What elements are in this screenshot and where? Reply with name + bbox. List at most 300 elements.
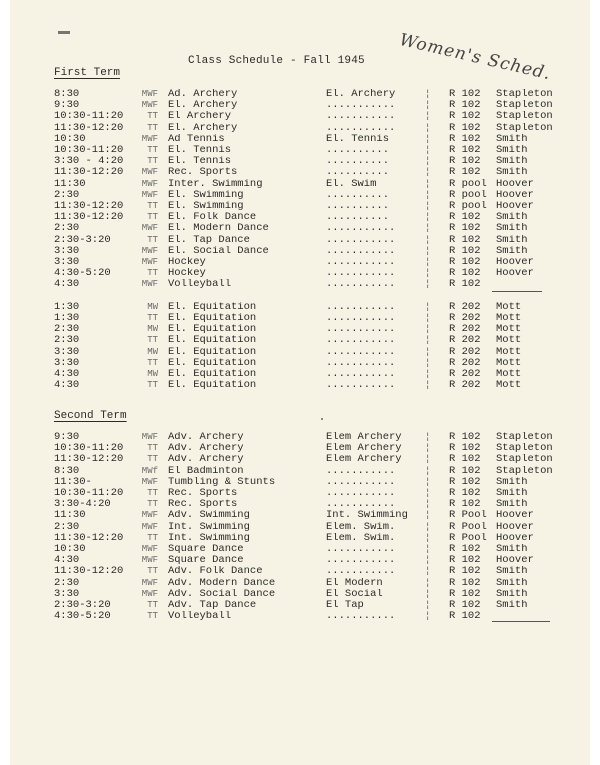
schedule-row (10, 246, 590, 257)
signature-tick-mark: ¦ (425, 555, 431, 566)
instructor-cell: Stapleton (496, 454, 553, 466)
room-cell: R 102 (449, 212, 481, 224)
prerequisite-cell: ........... (326, 335, 396, 347)
room-cell: R 102 (449, 465, 481, 477)
class-cell: Ad Tennis (168, 133, 225, 145)
prerequisite-cell: ........... (326, 223, 396, 235)
instructor-cell: Hoover (496, 257, 534, 268)
class-cell: Adv. Social Dance (168, 588, 276, 600)
schedule-row (10, 488, 590, 499)
time-cell: 10:30 (54, 544, 86, 555)
days-cell: MWF (141, 178, 158, 189)
term-heading-first: First Term (54, 67, 121, 79)
stray-dot (321, 418, 323, 420)
time-cell: 8:30 (54, 465, 80, 477)
class-cell: Rec. Sports (168, 488, 238, 499)
time-cell: 11:30-12:20 (54, 454, 124, 466)
schedule-row (10, 134, 590, 145)
signature-tick-mark: ¦ (425, 212, 431, 223)
instructor-cell: Mott (496, 380, 522, 392)
instructor-cell: Smith (496, 133, 528, 145)
instructor-cell: Hoover (496, 201, 534, 212)
instructor-cell: Smith (496, 212, 528, 224)
instructor-cell: Hoover (496, 532, 534, 544)
signature-tick-mark: ¦ (425, 544, 431, 554)
signature-tick-mark: ¦ (425, 111, 431, 122)
instructor-cell: Smith (496, 167, 528, 179)
signature-tick-mark: ¦ (425, 566, 431, 577)
signature-tick-mark: ¦ (425, 532, 431, 543)
instructor-cell: Hoover (496, 521, 534, 533)
signature-tick-mark: ¦ (425, 510, 431, 521)
prerequisite-cell: Elem. Swim. (326, 521, 396, 533)
class-cell: El. Archery (168, 100, 238, 112)
signature-tick-mark: ¦ (425, 380, 431, 391)
class-cell: Ad. Archery (168, 89, 238, 100)
time-cell: 10:30-11:20 (54, 488, 124, 499)
schedule-row (10, 578, 590, 589)
class-cell: El. Social Dance (168, 245, 269, 257)
prerequisite-cell: ........... (326, 279, 396, 291)
instructor-cell: Smith (496, 145, 528, 156)
blank-instructor-line-second (492, 621, 550, 622)
room-cell: R 102 (449, 156, 481, 168)
time-cell: 4:30 (54, 380, 80, 392)
class-cell: Square Dance (168, 544, 244, 555)
room-cell: R 102 (449, 279, 481, 291)
signature-tick-mark: ¦ (425, 189, 431, 200)
prerequisite-cell: El. Swim (326, 178, 377, 190)
signature-tick-mark: ¦ (425, 335, 431, 346)
time-cell: 11:30-12:20 (54, 532, 124, 544)
class-cell: El. Equitation (168, 324, 257, 336)
signature-tick-mark: ¦ (425, 313, 431, 323)
instructor-cell: Stapleton (496, 100, 553, 112)
room-cell: R 102 (449, 223, 481, 235)
days-cell: MWF (141, 555, 158, 566)
signature-tick-mark: ¦ (425, 454, 431, 465)
schedule-row (10, 499, 590, 510)
schedule-row (10, 566, 590, 577)
prerequisite-cell: ........... (326, 268, 396, 280)
room-cell: R 102 (449, 257, 481, 268)
signature-tick-mark: ¦ (425, 279, 431, 290)
days-cell: MWf (141, 465, 158, 476)
days-cell: MWF (141, 167, 158, 178)
instructor-cell: Mott (496, 324, 522, 336)
instructor-cell: Smith (496, 600, 528, 611)
schedule-row (10, 522, 590, 533)
prerequisite-cell: Elem. Swim. (326, 532, 396, 544)
document-page (10, 0, 590, 765)
class-cell: El. Equitation (168, 380, 257, 392)
room-cell: R 102 (449, 167, 481, 179)
time-cell: 2:30 (54, 335, 80, 347)
room-cell: R 102 (449, 234, 481, 246)
instructor-cell: Mott (496, 369, 522, 380)
schedule-row (10, 544, 590, 555)
days-cell: TT (147, 335, 158, 346)
instructor-cell: Mott (496, 357, 522, 369)
days-cell: TT (147, 488, 158, 498)
room-cell: R 102 (449, 268, 481, 280)
class-cell: El. Equitation (168, 335, 257, 347)
time-cell: 4:30 (54, 369, 80, 380)
time-cell: 11:30 (54, 510, 86, 522)
prerequisite-cell: ........... (326, 566, 396, 578)
class-cell: Hockey (168, 268, 206, 280)
class-cell: Hockey (168, 257, 206, 268)
class-cell: El. Tap Dance (168, 234, 250, 246)
schedule-row (10, 291, 590, 302)
schedule-row (10, 201, 590, 212)
room-cell: R 102 (449, 566, 481, 578)
signature-tick-mark: ¦ (425, 167, 431, 178)
schedule-row (10, 555, 590, 566)
prerequisite-cell: ........... (326, 555, 396, 567)
prerequisite-cell: ........... (326, 465, 396, 477)
time-cell: 11:30- (54, 476, 92, 488)
schedule-row (10, 89, 590, 100)
signature-tick-mark: ¦ (425, 122, 431, 133)
time-cell: 11:30-12:20 (54, 167, 124, 179)
signature-tick-mark: ¦ (425, 588, 431, 599)
instructor-cell: Mott (496, 313, 522, 324)
class-cell: Int. Swimming (168, 532, 250, 544)
schedule-row (10, 600, 590, 611)
schedule-row (10, 279, 590, 290)
class-cell: Int. Swimming (168, 521, 250, 533)
room-cell: R 202 (449, 335, 481, 347)
prerequisite-cell: ........... (326, 369, 396, 380)
prerequisite-cell: El Social (326, 588, 383, 600)
instructor-cell: Stapleton (496, 111, 553, 123)
time-cell: 8:30 (54, 89, 80, 100)
time-cell: 10:30-11:20 (54, 111, 124, 123)
days-cell: TT (147, 600, 158, 610)
days-cell: TT (147, 122, 158, 133)
schedule-row (10, 111, 590, 122)
room-cell: R 102 (449, 111, 481, 123)
prerequisite-cell: ........... (326, 346, 396, 358)
time-cell: 9:30 (54, 432, 80, 443)
room-cell: R 102 (449, 89, 481, 100)
schedule-row (10, 324, 590, 335)
room-cell: R pool (449, 178, 487, 190)
days-cell: TT (147, 566, 158, 577)
signature-tick-mark: ¦ (425, 245, 431, 256)
instructor-cell: Smith (496, 577, 528, 589)
days-cell: MW (147, 301, 158, 312)
days-cell: MWF (141, 257, 158, 267)
prerequisite-cell: ........... (326, 257, 396, 268)
signature-tick-mark: ¦ (425, 499, 431, 510)
schedule-row (10, 268, 590, 279)
signature-tick-mark: ¦ (425, 577, 431, 588)
class-cell: El. Modern Dance (168, 223, 269, 235)
time-cell: 2:30-3:20 (54, 600, 111, 611)
room-cell: R 202 (449, 313, 481, 324)
time-cell: 11:30-12:20 (54, 212, 124, 224)
prerequisite-cell: El. Archery (326, 89, 396, 100)
schedule-row (10, 167, 590, 178)
signature-tick-mark: ¦ (425, 324, 431, 335)
days-cell: TT (147, 212, 158, 223)
schedule-row (10, 145, 590, 156)
handwritten-note: Women's Sched. (397, 30, 553, 85)
prerequisite-cell: Elem Archery (326, 432, 402, 443)
prerequisite-cell: ........... (326, 100, 396, 112)
time-cell: 3:30 (54, 257, 80, 268)
prerequisite-cell: El Modern (326, 577, 383, 589)
instructor-cell: Smith (496, 156, 528, 168)
prerequisite-cell: El Tap (326, 600, 364, 611)
schedule-row (10, 347, 590, 358)
instructor-cell: Hoover (496, 510, 534, 522)
time-cell: 1:30 (54, 313, 80, 324)
schedule-row (10, 369, 590, 380)
days-cell: MWF (141, 89, 158, 99)
term-heading-second: Second Term (54, 410, 127, 422)
prerequisite-cell: El. Tennis (326, 133, 390, 145)
signature-tick-mark: ¦ (425, 301, 431, 312)
room-cell: R 202 (449, 380, 481, 392)
prerequisite-cell: .......... (326, 156, 390, 168)
instructor-cell: Smith (496, 544, 528, 555)
schedule-row (10, 223, 590, 234)
instructor-cell: Smith (496, 234, 528, 246)
prerequisite-cell: ........... (326, 324, 396, 336)
signature-tick-mark: ¦ (425, 346, 431, 357)
typewriter-mark (58, 31, 70, 34)
days-cell: TT (147, 313, 158, 323)
schedule-row (10, 477, 590, 488)
prerequisite-cell: ........... (326, 122, 396, 134)
time-cell: 2:30 (54, 189, 80, 201)
time-cell: 11:30-12:20 (54, 122, 124, 134)
signature-tick-mark: ¦ (425, 145, 431, 155)
class-cell: Adv. Archery (168, 454, 244, 466)
room-cell: R 102 (449, 577, 481, 589)
class-cell: El. Archery (168, 122, 238, 134)
instructor-cell: Smith (496, 566, 528, 578)
signature-tick-mark: ¦ (425, 156, 431, 167)
room-cell: R 102 (449, 476, 481, 488)
time-cell: 9:30 (54, 100, 80, 112)
room-cell: R 102 (449, 122, 481, 134)
time-cell: 4:30-5:20 (54, 268, 111, 280)
room-cell: R pool (449, 189, 487, 201)
class-cell: El. Equitation (168, 369, 257, 380)
instructor-cell: Smith (496, 245, 528, 257)
days-cell: MW (147, 369, 158, 379)
days-cell: MW (147, 346, 158, 357)
schedule-row (10, 302, 590, 313)
class-cell: El. Folk Dance (168, 212, 257, 224)
days-cell: MWF (141, 510, 158, 521)
prerequisite-cell: ........... (326, 313, 396, 324)
class-cell: Inter. Swimming (168, 178, 263, 190)
room-cell: R pool (449, 201, 487, 212)
prerequisite-cell: .......... (326, 145, 390, 156)
schedule-row (10, 179, 590, 190)
room-cell: R 102 (449, 611, 481, 623)
instructor-cell: Smith (496, 223, 528, 235)
days-cell: TT (147, 380, 158, 391)
instructor-cell: Smith (496, 488, 528, 499)
days-cell: TT (147, 532, 158, 543)
class-cell: El. Tennis (168, 156, 232, 168)
signature-tick-mark: ¦ (425, 600, 431, 610)
prerequisite-cell: ........... (326, 111, 396, 123)
days-cell: TT (147, 111, 158, 122)
blank-instructor-line-first (492, 291, 542, 292)
schedule-row (10, 235, 590, 246)
days-cell: MWF (141, 279, 158, 290)
prerequisite-cell: ........... (326, 611, 396, 623)
class-cell: Adv. Archery (168, 432, 244, 443)
class-cell: Volleyball (168, 611, 232, 623)
room-cell: R Pool (449, 532, 487, 544)
instructor-cell: Mott (496, 346, 522, 358)
instructor-cell: Hoover (496, 189, 534, 201)
signature-tick-mark: ¦ (425, 201, 431, 211)
schedule-row (10, 212, 590, 223)
schedule-row (10, 533, 590, 544)
days-cell: TT (147, 454, 158, 465)
time-cell: 3:30 (54, 357, 80, 369)
class-cell: Adv. Archery (168, 443, 244, 455)
signature-tick-mark: ¦ (425, 133, 431, 144)
days-cell: TT (147, 145, 158, 155)
class-cell: Rec. Sports (168, 499, 238, 511)
prerequisite-cell: ........... (326, 234, 396, 246)
schedule-row (10, 335, 590, 346)
prerequisite-cell: .......... (326, 189, 390, 201)
room-cell: R 102 (449, 588, 481, 600)
schedule-row (10, 313, 590, 324)
prerequisite-cell: Int. Swimming (326, 510, 408, 522)
time-cell: 11:30-12:20 (54, 566, 124, 578)
days-cell: MWF (141, 432, 158, 442)
room-cell: R 202 (449, 301, 481, 313)
class-cell: El. Swimming (168, 189, 244, 201)
class-cell: Square Dance (168, 555, 244, 567)
room-cell: R 202 (449, 346, 481, 358)
prerequisite-cell: .......... (326, 201, 390, 212)
signature-tick-mark: ¦ (425, 234, 431, 245)
time-cell: 3:30 (54, 588, 80, 600)
days-cell: TT (147, 357, 158, 368)
days-cell: MWF (141, 588, 158, 599)
time-cell: 3:30 - 4:20 (54, 156, 124, 168)
room-cell: R 102 (449, 432, 481, 443)
class-cell: El Archery (168, 111, 232, 123)
schedule-row (10, 257, 590, 268)
time-cell: 1:30 (54, 301, 80, 313)
instructor-cell: Hoover (496, 555, 534, 567)
prerequisite-cell: ........... (326, 499, 396, 511)
room-cell: R Pool (449, 521, 487, 533)
room-cell: R Pool (449, 510, 487, 522)
room-cell: R 202 (449, 324, 481, 336)
time-cell: 2:30 (54, 577, 80, 589)
time-cell: 10:30-11:20 (54, 443, 124, 455)
instructor-cell: Stapleton (496, 89, 553, 100)
class-cell: Rec. Sports (168, 167, 238, 179)
instructor-cell: Hoover (496, 268, 534, 280)
signature-tick-mark: ¦ (425, 257, 431, 267)
days-cell: MWF (141, 521, 158, 532)
days-cell: TT (147, 611, 158, 622)
signature-tick-mark: ¦ (425, 443, 431, 454)
room-cell: R 102 (449, 488, 481, 499)
schedule-row (10, 443, 590, 454)
days-cell: MWF (141, 223, 158, 234)
time-cell: 4:30 (54, 279, 80, 291)
prerequisite-cell: ........... (326, 488, 396, 499)
schedule-row (10, 510, 590, 521)
room-cell: R 102 (449, 454, 481, 466)
room-cell: R 102 (449, 544, 481, 555)
schedule-row (10, 380, 590, 391)
instructor-cell: Mott (496, 301, 522, 313)
days-cell: MWF (141, 577, 158, 588)
days-cell: MWF (141, 189, 158, 200)
schedule-row (10, 190, 590, 201)
class-cell: El. Equitation (168, 346, 257, 358)
days-cell: TT (147, 156, 158, 167)
room-cell: R 102 (449, 600, 481, 611)
class-cell: Volleyball (168, 279, 232, 291)
schedule-row (10, 123, 590, 134)
instructor-cell: Stapleton (496, 465, 553, 477)
schedule-row (10, 100, 590, 111)
instructor-cell: Hoover (496, 178, 534, 190)
signature-tick-mark: ¦ (425, 488, 431, 498)
instructor-cell: Stapleton (496, 122, 553, 134)
days-cell: MW (147, 324, 158, 335)
prerequisite-cell: ........... (326, 357, 396, 369)
time-cell: 3:30-4:20 (54, 499, 111, 511)
signature-tick-mark: ¦ (425, 89, 431, 99)
signature-tick-mark: ¦ (425, 178, 431, 189)
instructor-cell: Smith (496, 588, 528, 600)
days-cell: TT (147, 201, 158, 211)
prerequisite-cell: .......... (326, 212, 390, 224)
prerequisite-cell: ........... (326, 245, 396, 257)
class-cell: El. Tennis (168, 145, 232, 156)
time-cell: 11:30 (54, 178, 86, 190)
room-cell: R 102 (449, 133, 481, 145)
schedule-row (10, 432, 590, 443)
time-cell: 4:30 (54, 555, 80, 567)
days-cell: TT (147, 268, 158, 279)
days-cell: MWF (141, 245, 158, 256)
class-cell: Tumbling & Stunts (168, 476, 276, 488)
signature-tick-mark: ¦ (425, 465, 431, 476)
prerequisite-cell: Elem Archery (326, 443, 402, 455)
room-cell: R 102 (449, 100, 481, 112)
prerequisite-cell: Elem Archery (326, 454, 402, 466)
time-cell: 3:30 (54, 346, 80, 358)
prerequisite-cell: .......... (326, 167, 390, 179)
time-cell: 2:30 (54, 223, 80, 235)
days-cell: TT (147, 499, 158, 510)
days-cell: TT (147, 234, 158, 245)
room-cell: R 102 (449, 443, 481, 455)
room-cell: R 102 (449, 555, 481, 567)
